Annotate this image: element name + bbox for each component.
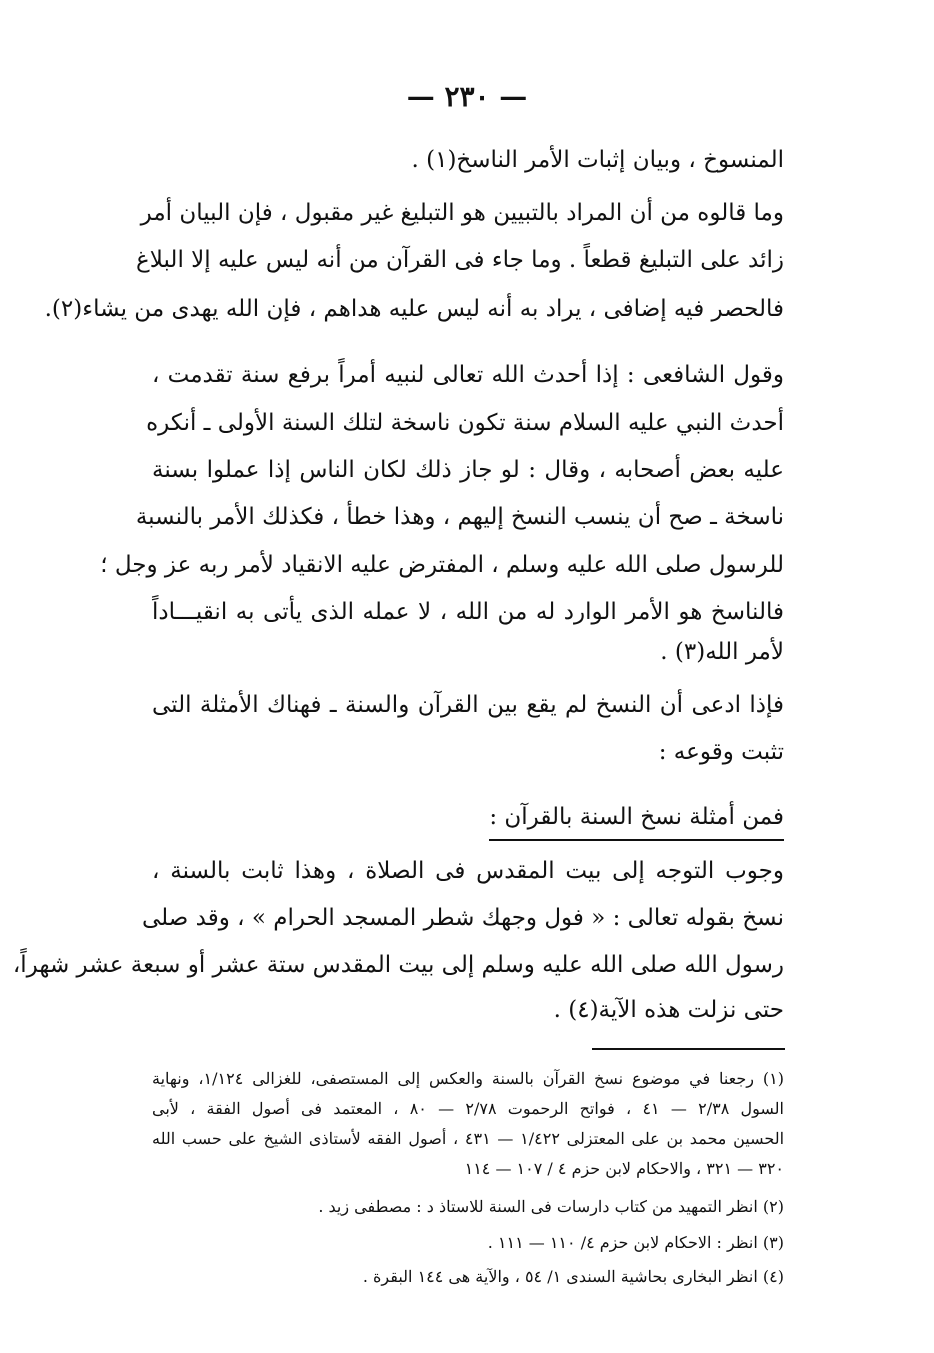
text-line: فإذا ادعى أن النسخ لم يقع بين القرآن والسنة ـ فهناك الأمثلة التى — [152, 692, 784, 718]
footnote-line: الحسين محمد بن على المعتزلى ١/٤٢٢ — ٤٣١ ، أصول الفقه لأستاذى الشيخ على حسب الله — [152, 1129, 785, 1148]
footnote-line: (١) رجعنا في موضوع نسخ القرآن بالسنة والعكس إلى المستصفى، للغزالى ١/١٢٤، ونهاية — [152, 1069, 784, 1088]
text-line: ناسخة ـ صح أن ينسب النسخ إليهم ، وهذا خطأ ، فكذلك الأمر بالنسبة — [135, 504, 784, 530]
footnote-line: (٣) انظر : الاحكام لابن حزم ٤/ ١١٠ — ١١١ . — [487, 1233, 784, 1252]
text-line: زائد على التبليغ قطعاً . وما جاء فى القرآن من أنه ليس عليه إلا البلاغ — [136, 247, 784, 273]
footnote-separator — [592, 1048, 785, 1050]
footnote-line: ٣٢٠ — ٣٢١ ، والاحكام لابن حزم ٤ / ١٠٧ — ١١٤ — [464, 1159, 784, 1178]
footnote-line: (٢) انظر التمهيد من كتاب دارسات فى السنة للاستاذ د : مصطفى زيد . — [318, 1197, 784, 1216]
text-line: رسول الله صلى الله عليه وسلم إلى بيت المقدس ستة عشر أو سبعة عشر شهراً، — [12, 952, 784, 978]
text-line: عليه بعض أصحابه ، وقال : لو جاز ذلك لكان الناس إذا عملوا بسنة — [152, 457, 784, 483]
text-line: وقول الشافعى : إذا أحدث الله تعالى لنبيه أمراً برفع سنة تقدمت ، — [152, 362, 784, 388]
text-line: حتى نزلت هذه الآية(٤) . — [553, 997, 784, 1023]
text-line: فالحصر فيه إضافى ، يراد به أنه ليس عليه هداهم ، فإن الله يهدى من يشاء(٢). — [44, 296, 784, 322]
text-line: وجوب التوجه إلى بيت المقدس فى الصلاة ، وهذا ثابت بالسنة ، — [152, 858, 784, 884]
text-line: نسخ بقوله تعالى : « فول وجهك شطر المسجد الحرام » ، وقد صلى — [142, 905, 784, 931]
text-line: لأمر الله(٣) . — [660, 639, 784, 665]
text-line: تثبت وقوعه : — [658, 739, 784, 765]
text-line: وما قالوه من أن المراد بالتبيين هو التبليغ غير مقبول ، فإن البيان أمر — [140, 200, 784, 226]
text-line: أحدث النبي عليه السلام سنة تكون ناسخة لتلك السنة الأولى ـ أنكره — [146, 410, 784, 436]
page-number: — ٢٣٠ — — [406, 80, 528, 113]
section-heading: فمن أمثلة نسخ السنة بالقرآن : — [489, 797, 784, 841]
footnote-line: (٤) انظر البخارى بحاشية السندى ١/ ٥٤ ، والآية هى ١٤٤ البقرة . — [362, 1267, 784, 1286]
footnote-line: السول ٢/٣٨ — ٤١ ، فواتح الرحموت ٢/٧٨ — ٨٠ ، المعتمد فى أصول الفقة ، لأبى — [152, 1099, 785, 1118]
text-line: فالناسخ هو الأمر الوارد له من الله ، لا عمله الذى يأتى به انقيـــاداً — [152, 599, 784, 625]
text-line: المنسوخ ، وبيان إثبات الأمر الناسخ(١) . — [411, 147, 784, 173]
text-line: للرسول صلى الله عليه وسلم ، المفترض عليه الانقياد لأمر ربه عز وجل ؛ — [100, 552, 784, 578]
